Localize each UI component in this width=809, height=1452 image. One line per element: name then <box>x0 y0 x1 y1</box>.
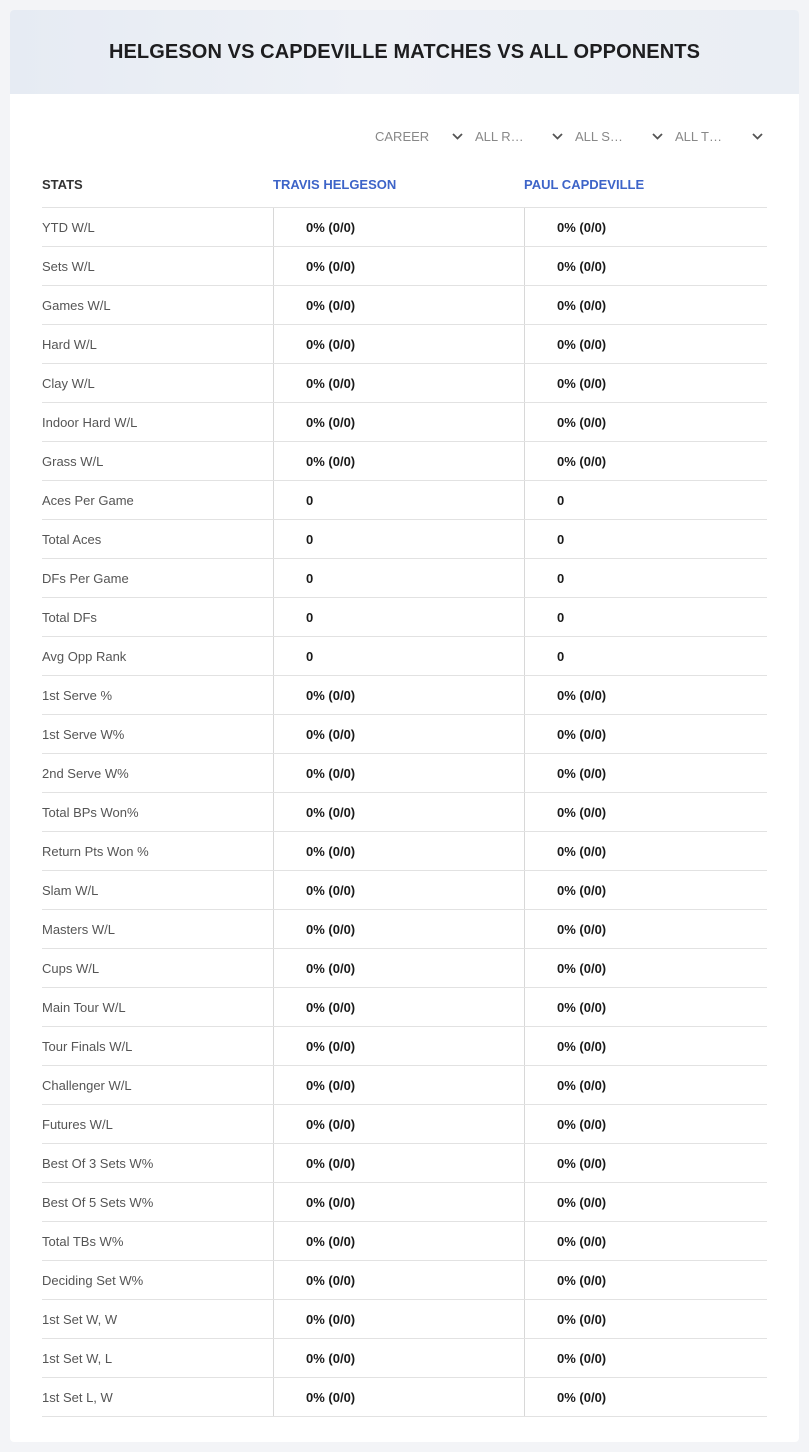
table-row <box>42 208 767 247</box>
player1-stat-value: 0% (0/0) <box>273 247 524 285</box>
player2-stat-value: 0% (0/0) <box>524 1339 767 1377</box>
stat-label: 2nd Serve W% <box>42 765 129 781</box>
table-row <box>42 481 767 520</box>
player2-stat-value: 0% (0/0) <box>524 949 767 987</box>
stat-label: Total BPs Won% <box>42 804 139 820</box>
player2-stat-value: 0 <box>524 598 767 636</box>
player2-stat-value: 0% (0/0) <box>524 1300 767 1338</box>
player2-stat-value: 0% (0/0) <box>524 364 767 402</box>
table-row <box>42 1144 767 1183</box>
stats-table <box>42 162 767 1417</box>
player2-column-header[interactable]: PAUL CAPDEVILLE <box>524 177 645 192</box>
player1-stat-value: 0 <box>273 481 524 519</box>
stat-label: Slam W/L <box>42 882 99 898</box>
stat-label: Masters W/L <box>42 921 115 937</box>
player2-stat-value: 0% (0/0) <box>524 1066 767 1104</box>
table-row <box>42 637 767 676</box>
filter-bar <box>365 126 765 146</box>
player1-stat-value: 0% (0/0) <box>273 1339 524 1377</box>
card-header <box>10 10 799 94</box>
player2-stat-value: 0% (0/0) <box>524 871 767 909</box>
table-row <box>42 403 767 442</box>
player1-stat-value: 0% (0/0) <box>273 1222 524 1260</box>
player2-stat-value: 0% (0/0) <box>524 403 767 441</box>
player2-stat-value: 0% (0/0) <box>524 676 767 714</box>
table-row <box>42 754 767 793</box>
table-row <box>42 1222 767 1261</box>
player1-stat-value: 0 <box>273 520 524 558</box>
player2-stat-value: 0% (0/0) <box>524 1378 767 1416</box>
filter-label: ALL S… <box>575 128 623 144</box>
filter-label: CAREER <box>375 128 430 144</box>
stat-label: Sets W/L <box>42 258 95 274</box>
stat-label: Cups W/L <box>42 960 100 976</box>
player1-stat-value: 0% (0/0) <box>273 871 524 909</box>
stat-label: 1st Set W, W <box>42 1311 118 1327</box>
stat-label: Games W/L <box>42 297 111 313</box>
player2-stat-value: 0% (0/0) <box>524 832 767 870</box>
player2-stat-value: 0% (0/0) <box>524 1261 767 1299</box>
table-row <box>42 1339 767 1378</box>
player1-stat-value: 0% (0/0) <box>273 325 524 363</box>
player1-stat-value: 0% (0/0) <box>273 793 524 831</box>
table-row <box>42 832 767 871</box>
table-body <box>42 208 767 1417</box>
table-row <box>42 520 767 559</box>
table-row <box>42 793 767 832</box>
chevron-down-icon <box>751 130 763 142</box>
stat-label: Best Of 3 Sets W% <box>42 1155 154 1171</box>
player2-stat-value: 0 <box>524 637 767 675</box>
player1-stat-value: 0% (0/0) <box>273 910 524 948</box>
table-row <box>42 715 767 754</box>
page-title: HELGESON VS CAPDEVILLE MATCHES VS ALL OPPONENTS <box>108 40 701 63</box>
table-row <box>42 988 767 1027</box>
player1-stat-value: 0% (0/0) <box>273 403 524 441</box>
table-row <box>42 1300 767 1339</box>
player2-stat-value: 0% (0/0) <box>524 1105 767 1143</box>
stat-label: 1st Serve % <box>42 687 113 703</box>
stat-label: Tour Finals W/L <box>42 1038 133 1054</box>
stat-label: Hard W/L <box>42 336 97 352</box>
player1-stat-value: 0% (0/0) <box>273 208 524 246</box>
table-row <box>42 364 767 403</box>
stat-label: Clay W/L <box>42 375 95 391</box>
stat-label: Total DFs <box>42 609 97 625</box>
filter-label: ALL R… <box>475 128 524 144</box>
player1-stat-value: 0% (0/0) <box>273 364 524 402</box>
table-header <box>42 162 767 208</box>
player1-stat-value: 0% (0/0) <box>273 832 524 870</box>
table-row <box>42 1105 767 1144</box>
player1-stat-value: 0% (0/0) <box>273 442 524 480</box>
table-row <box>42 598 767 637</box>
player1-stat-value: 0 <box>273 637 524 675</box>
table-row <box>42 286 767 325</box>
table-row <box>42 871 767 910</box>
stat-label: 1st Set W, L <box>42 1350 113 1366</box>
player2-stat-value: 0% (0/0) <box>524 988 767 1026</box>
player1-stat-value: 0% (0/0) <box>273 1027 524 1065</box>
stat-label: Total TBs W% <box>42 1233 124 1249</box>
stat-label: Grass W/L <box>42 453 104 469</box>
player1-stat-value: 0% (0/0) <box>273 1378 524 1416</box>
filter-select-1[interactable] <box>465 126 565 146</box>
filter-select-3[interactable] <box>665 126 765 146</box>
table-row <box>42 442 767 481</box>
player1-stat-value: 0% (0/0) <box>273 1066 524 1104</box>
table-row <box>42 1066 767 1105</box>
player2-stat-value: 0 <box>524 481 767 519</box>
player2-stat-value: 0% (0/0) <box>524 754 767 792</box>
player2-stat-value: 0% (0/0) <box>524 1144 767 1182</box>
player2-stat-value: 0% (0/0) <box>524 325 767 363</box>
filter-select-0[interactable] <box>365 126 465 146</box>
chevron-down-icon <box>451 130 463 142</box>
stat-label: Aces Per Game <box>42 492 134 508</box>
player1-stat-value: 0% (0/0) <box>273 286 524 324</box>
player1-stat-value: 0% (0/0) <box>273 1144 524 1182</box>
player1-stat-value: 0% (0/0) <box>273 1261 524 1299</box>
player2-stat-value: 0% (0/0) <box>524 1222 767 1260</box>
player2-stat-value: 0% (0/0) <box>524 442 767 480</box>
table-row <box>42 1183 767 1222</box>
table-row <box>42 247 767 286</box>
player1-stat-value: 0 <box>273 559 524 597</box>
chevron-down-icon <box>551 130 563 142</box>
stat-label: Challenger W/L <box>42 1077 132 1093</box>
player1-stat-value: 0% (0/0) <box>273 676 524 714</box>
player1-stat-value: 0% (0/0) <box>273 988 524 1026</box>
stat-label: Best Of 5 Sets W% <box>42 1194 154 1210</box>
stat-label: 1st Serve W% <box>42 726 125 742</box>
player1-stat-value: 0% (0/0) <box>273 715 524 753</box>
player2-stat-value: 0 <box>524 520 767 558</box>
table-row <box>42 325 767 364</box>
stat-label: Avg Opp Rank <box>42 648 127 664</box>
stat-label: Indoor Hard W/L <box>42 414 138 430</box>
stat-label: Futures W/L <box>42 1116 113 1132</box>
player2-stat-value: 0% (0/0) <box>524 715 767 753</box>
stat-label: Total Aces <box>42 531 102 547</box>
stat-label: Main Tour W/L <box>42 999 126 1015</box>
table-row <box>42 676 767 715</box>
filter-select-2[interactable] <box>565 126 665 146</box>
player2-stat-value: 0% (0/0) <box>524 208 767 246</box>
table-row <box>42 1027 767 1066</box>
player1-stat-value: 0% (0/0) <box>273 754 524 792</box>
player1-column-header[interactable]: TRAVIS HELGESON <box>273 177 397 192</box>
player2-stat-value: 0% (0/0) <box>524 910 767 948</box>
stats-card <box>10 10 799 1442</box>
player1-stat-value: 0% (0/0) <box>273 1300 524 1338</box>
player2-stat-value: 0% (0/0) <box>524 247 767 285</box>
player2-stat-value: 0% (0/0) <box>524 793 767 831</box>
player1-stat-value: 0% (0/0) <box>273 949 524 987</box>
stat-label: DFs Per Game <box>42 570 129 586</box>
stat-label: YTD W/L <box>42 219 95 235</box>
player2-stat-value: 0% (0/0) <box>524 1183 767 1221</box>
table-row <box>42 910 767 949</box>
table-row <box>42 1378 767 1417</box>
stat-label: Return Pts Won % <box>42 843 149 859</box>
stat-label: 1st Set L, W <box>42 1389 113 1405</box>
table-row <box>42 949 767 988</box>
player2-stat-value: 0% (0/0) <box>524 1027 767 1065</box>
filter-label: ALL T… <box>675 128 722 144</box>
stats-column-header: STATS <box>42 177 83 192</box>
stat-label: Deciding Set W% <box>42 1272 144 1288</box>
player2-stat-value: 0% (0/0) <box>524 286 767 324</box>
player1-stat-value: 0% (0/0) <box>273 1183 524 1221</box>
player1-stat-value: 0 <box>273 598 524 636</box>
table-row <box>42 559 767 598</box>
chevron-down-icon <box>651 130 663 142</box>
player1-stat-value: 0% (0/0) <box>273 1105 524 1143</box>
table-row <box>42 1261 767 1300</box>
player2-stat-value: 0 <box>524 559 767 597</box>
